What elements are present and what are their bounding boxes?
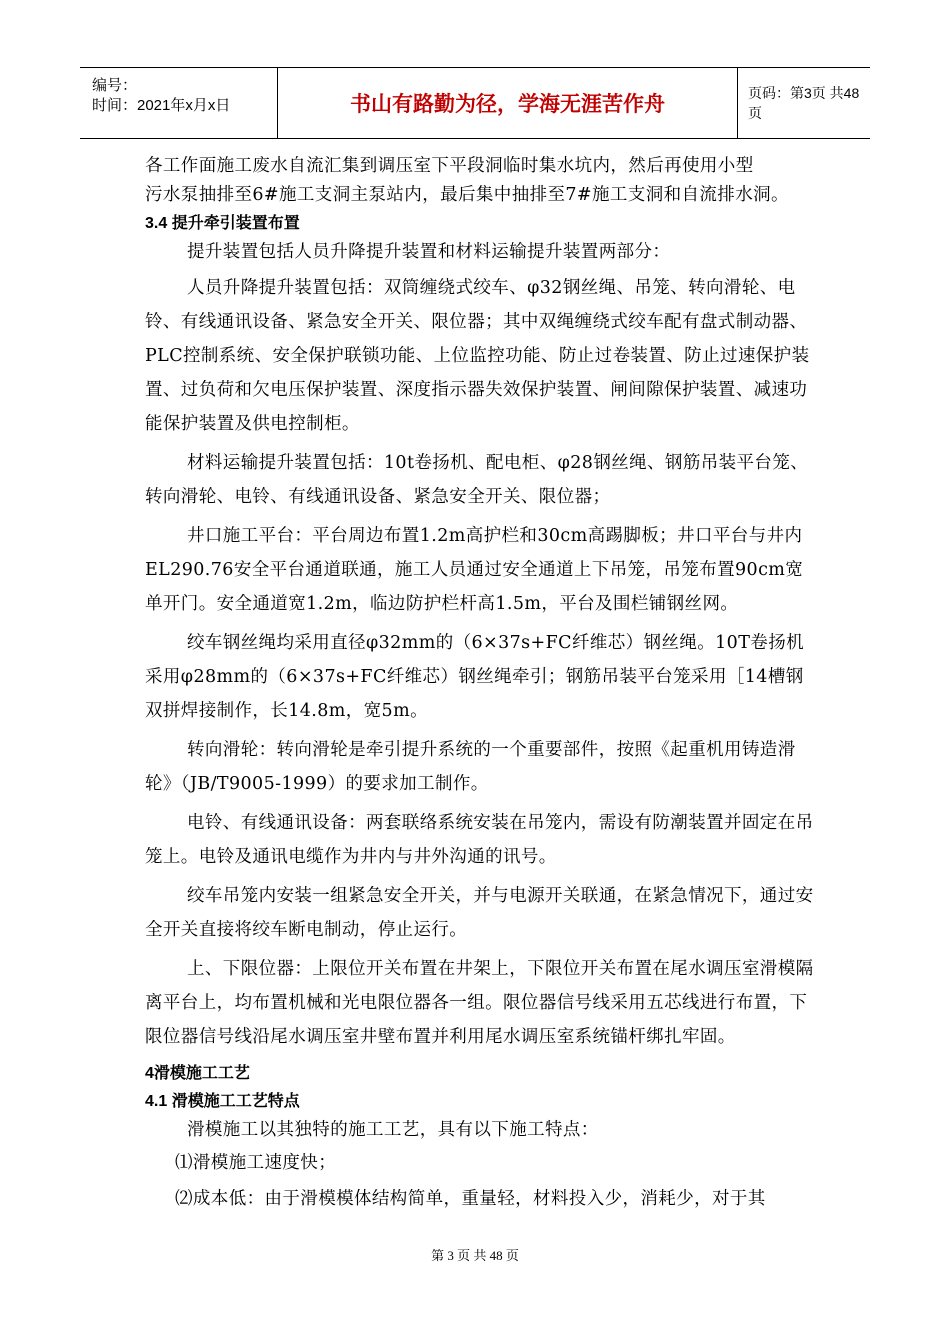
paragraph: 井口施工平台：平台周边布置1.2m高护栏和30cm高踢脚板；井口平台与井内EL290.76安全平台通道联通，施工人员通过安全通道上下吊笼，吊笼布置90cm宽单开门。安全通道宽1.2m，临边防护栏杆高1.5m，平台及围栏铺钢丝网。 [145, 526, 804, 614]
section-heading-3-4: 3.4 提升牵引装置布置 [145, 215, 300, 232]
paragraph: 绞车钢丝绳均采用直径φ32mm的（6×37s+FC纤维芯）钢丝绳。10T卷扬机采用φ28mm的（6×37s+FC纤维芯）钢丝绳牵引；钢筋吊装平台笼采用［14槽钢双拼焊接制作，长14.8m，宽5m。 [145, 633, 804, 721]
code-label: 编号： [92, 77, 138, 94]
header-meta [80, 68, 278, 138]
paragraph: 转向滑轮：转向滑轮是牵引提升系统的一个重要部件，按照《起重机用铸造滑轮》（JB/T9005-1999）的要求加工制作。 [145, 740, 796, 794]
list-item: ⑵成本低：由于滑模模体结构简单，重量轻，材料投入少，消耗少，对于其 [175, 1189, 766, 1209]
list-item: ⑴滑模施工速度快； [175, 1153, 337, 1173]
header-motto: 书山有路勤为径，学海无涯苦作舟 [278, 68, 738, 138]
page-footer: 第 3 页 共 48 页 [431, 1248, 519, 1263]
document-body [145, 152, 817, 1217]
paragraph: 电铃、有线通讯设备：两套联络系统安装在吊笼内，需设有防潮装置并固定在吊笼上。电铃及通讯电缆作为井内与井外沟通的讯号。 [145, 813, 814, 867]
paragraph: 提升装置包括人员升降提升装置和材料运输提升装置两部分： [187, 242, 671, 262]
paragraph: 材料运输提升装置包括：10t卷扬机、配电柜、φ28钢丝绳、钢筋吊装平台笼、转向滑轮、电铃、有线通讯设备、紧急安全开关、限位器； [145, 453, 809, 507]
section-heading-4-1: 4.1 滑模施工工艺特点 [145, 1093, 300, 1110]
page-number-label: 页码：第3页 共48页 [748, 85, 860, 121]
time-label: 时间：2021年x月x日 [92, 97, 231, 114]
paragraph: 各工作面施工废水自流汇集到调压室下平段洞临时集水坑内，然后再使用小型 [145, 156, 754, 176]
page-header [80, 67, 870, 139]
paragraph: 绞车吊笼内安装一组紧急安全开关，并与电源开关联通，在紧急情况下，通过安全开关直接将绞车断电制动，停止运行。 [145, 886, 814, 940]
section-heading-4: 4滑模施工工艺 [145, 1065, 250, 1082]
paragraph: 污水泵抽排至6#施工支洞主泵站内，最后集中抽排至7#施工支洞和自流排水洞。 [145, 185, 789, 205]
paragraph: 人员升降提升装置包括：双筒缠绕式绞车、φ32钢丝绳、吊笼、转向滑轮、电铃、有线通讯设备、紧急安全开关、限位器；其中双绳缠绕式绞车配有盘式制动器、PLC控制系统、安全保护联锁功能、上位监控功能、防止过卷装置、防止过速保护装置、过负荷和欠电压保护装置、深度指示器失效保护装置、闸间隙保护装置、减速功能保护装置及供电控制柜。 [145, 278, 810, 434]
paragraph: 滑模施工以其独特的施工工艺，具有以下施工特点： [187, 1120, 599, 1140]
paragraph: 上、下限位器：上限位开关布置在井架上，下限位开关布置在尾水调压室滑模隔离平台上，均布置机械和光电限位器各一组。限位器信号线采用五芯线进行布置，下限位器信号线沿尾水调压室井壁布置并利用尾水调压室系统锚杆绑扎牢固。 [145, 959, 814, 1047]
